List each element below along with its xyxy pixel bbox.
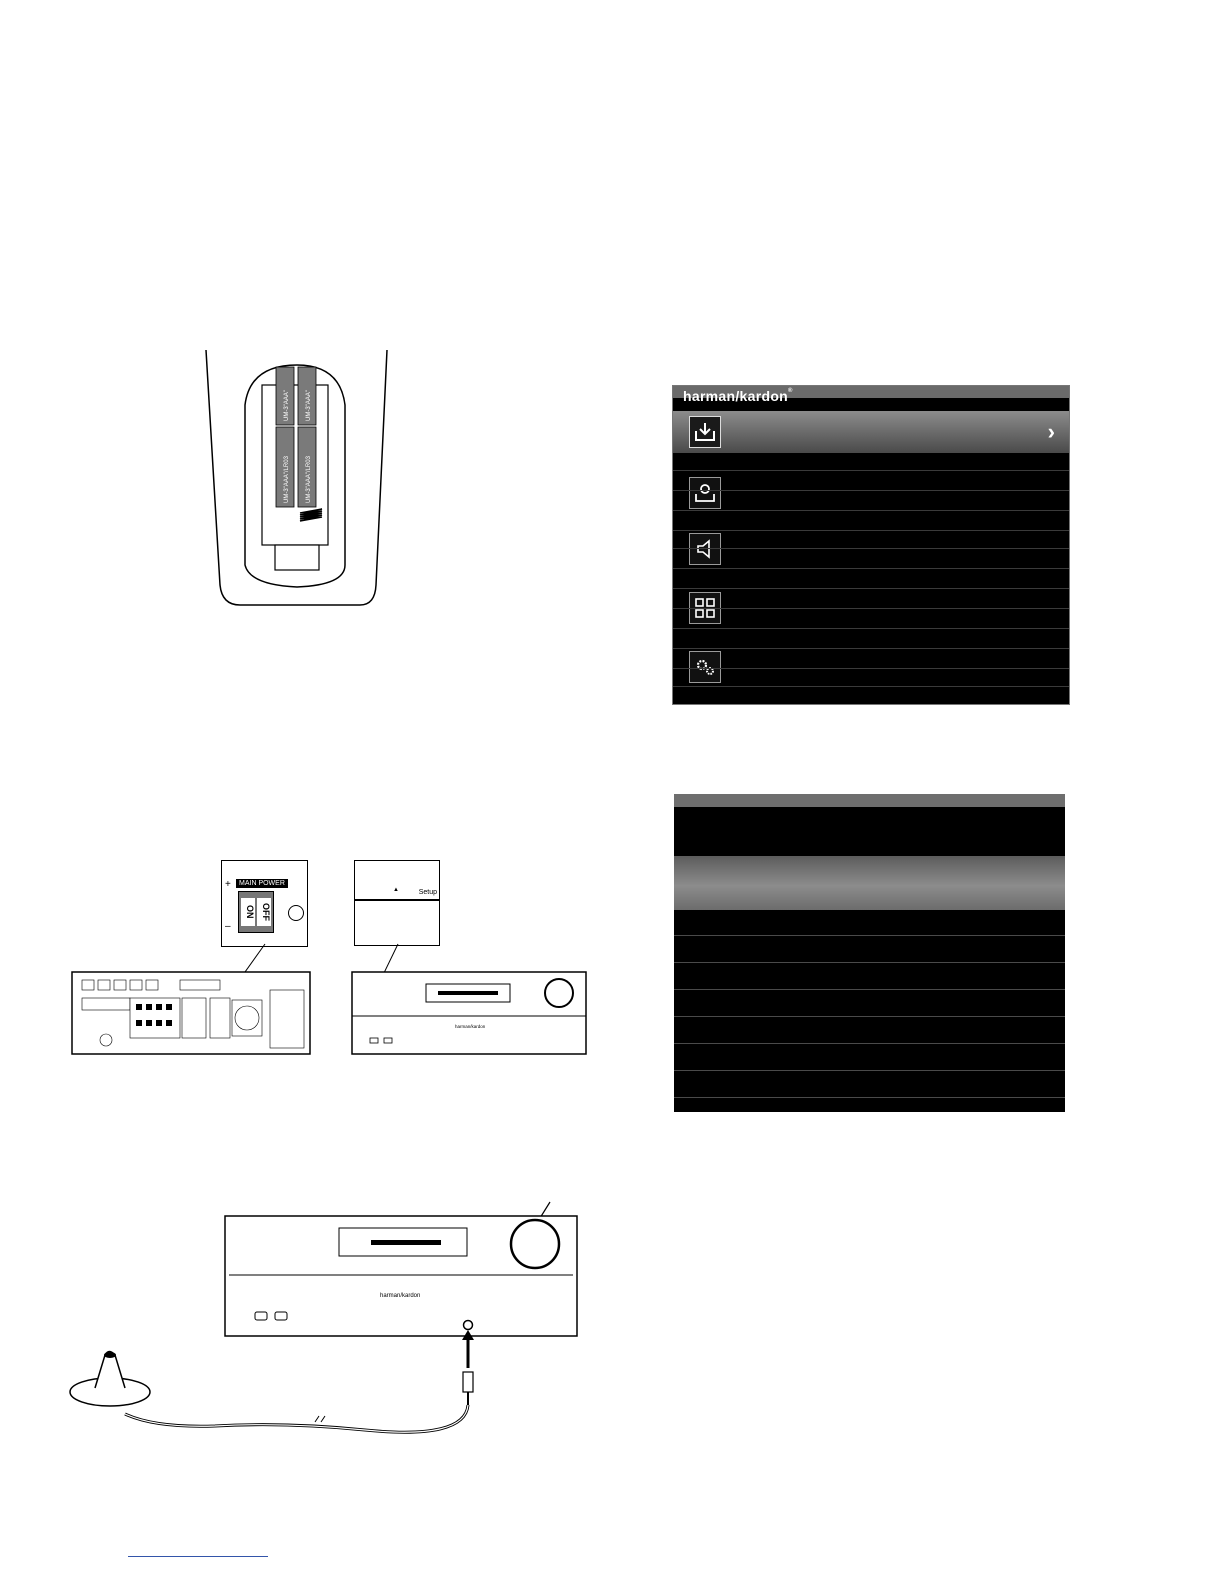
receiver-microphone-illustration	[65, 1200, 585, 1450]
submenu-divider	[674, 1070, 1065, 1071]
submenu-screen	[674, 794, 1065, 1112]
menu-divider	[673, 510, 1069, 511]
battery-label: UM-3"AAA"/LR03	[306, 456, 312, 503]
submenu-divider	[674, 1097, 1065, 1098]
rear-panel-illustration	[70, 940, 315, 1055]
footer-link-underline[interactable]	[128, 1556, 268, 1557]
main-menu-screen	[672, 385, 1070, 705]
menu-divider	[673, 490, 1069, 491]
submenu-divider	[674, 935, 1065, 936]
switch-on-label: ON	[241, 898, 255, 926]
front-brand-label: harman/kardon	[455, 1024, 486, 1029]
chevron-right-icon: ›	[1047, 419, 1055, 444]
remote-battery-illustration	[200, 345, 395, 610]
menu-divider	[673, 568, 1069, 569]
menu-item-source-setup[interactable]	[673, 471, 1069, 513]
front-panel-illustration	[350, 940, 590, 1058]
setup-inset	[354, 860, 440, 946]
settings-gears-icon	[689, 651, 721, 683]
menu-item-audio-setup[interactable]	[673, 588, 1069, 630]
switch-off-label: OFF	[257, 898, 271, 926]
power-switch	[238, 891, 274, 933]
battery-label: UM-3"AAA"	[306, 390, 312, 421]
brand-logo	[683, 388, 793, 404]
main-power-inset	[221, 860, 308, 947]
submenu-divider	[674, 989, 1065, 990]
brand-logo-text: harman/kardon	[683, 388, 789, 404]
menu-divider	[673, 548, 1069, 549]
brand-logo-mark: ®	[788, 388, 793, 394]
submenu-selected-row[interactable]	[674, 856, 1065, 910]
battery-label: UM-3"AAA"	[284, 390, 290, 421]
menu-item-input-setup[interactable]	[673, 411, 1069, 453]
input-icon	[689, 416, 721, 448]
menu-item-system-setup[interactable]	[673, 648, 1069, 690]
submenu-header	[674, 794, 1065, 807]
battery-label: UM-3"AAA"/LR03	[284, 456, 290, 503]
submenu-divider	[674, 1016, 1065, 1017]
receiver-brand-label: harman/kardon	[380, 1293, 421, 1299]
certification-mark-icon	[288, 905, 304, 921]
speaker-icon	[689, 533, 721, 565]
setup-indicator-icon: ▲	[393, 887, 399, 893]
menu-divider	[673, 608, 1069, 609]
setup-label: Setup	[418, 889, 437, 896]
menu-divider	[673, 686, 1069, 687]
submenu-divider	[674, 1043, 1065, 1044]
front-panel-edge	[355, 899, 439, 901]
source-setup-icon	[689, 477, 721, 509]
panel-minus-mark: –	[225, 921, 231, 932]
menu-divider	[673, 628, 1069, 629]
menu-item-speaker-setup[interactable]	[673, 531, 1069, 573]
switch-title: MAIN POWER	[236, 879, 288, 888]
submenu-divider	[674, 962, 1065, 963]
panel-plus-mark: +	[225, 879, 231, 890]
menu-divider	[673, 668, 1069, 669]
